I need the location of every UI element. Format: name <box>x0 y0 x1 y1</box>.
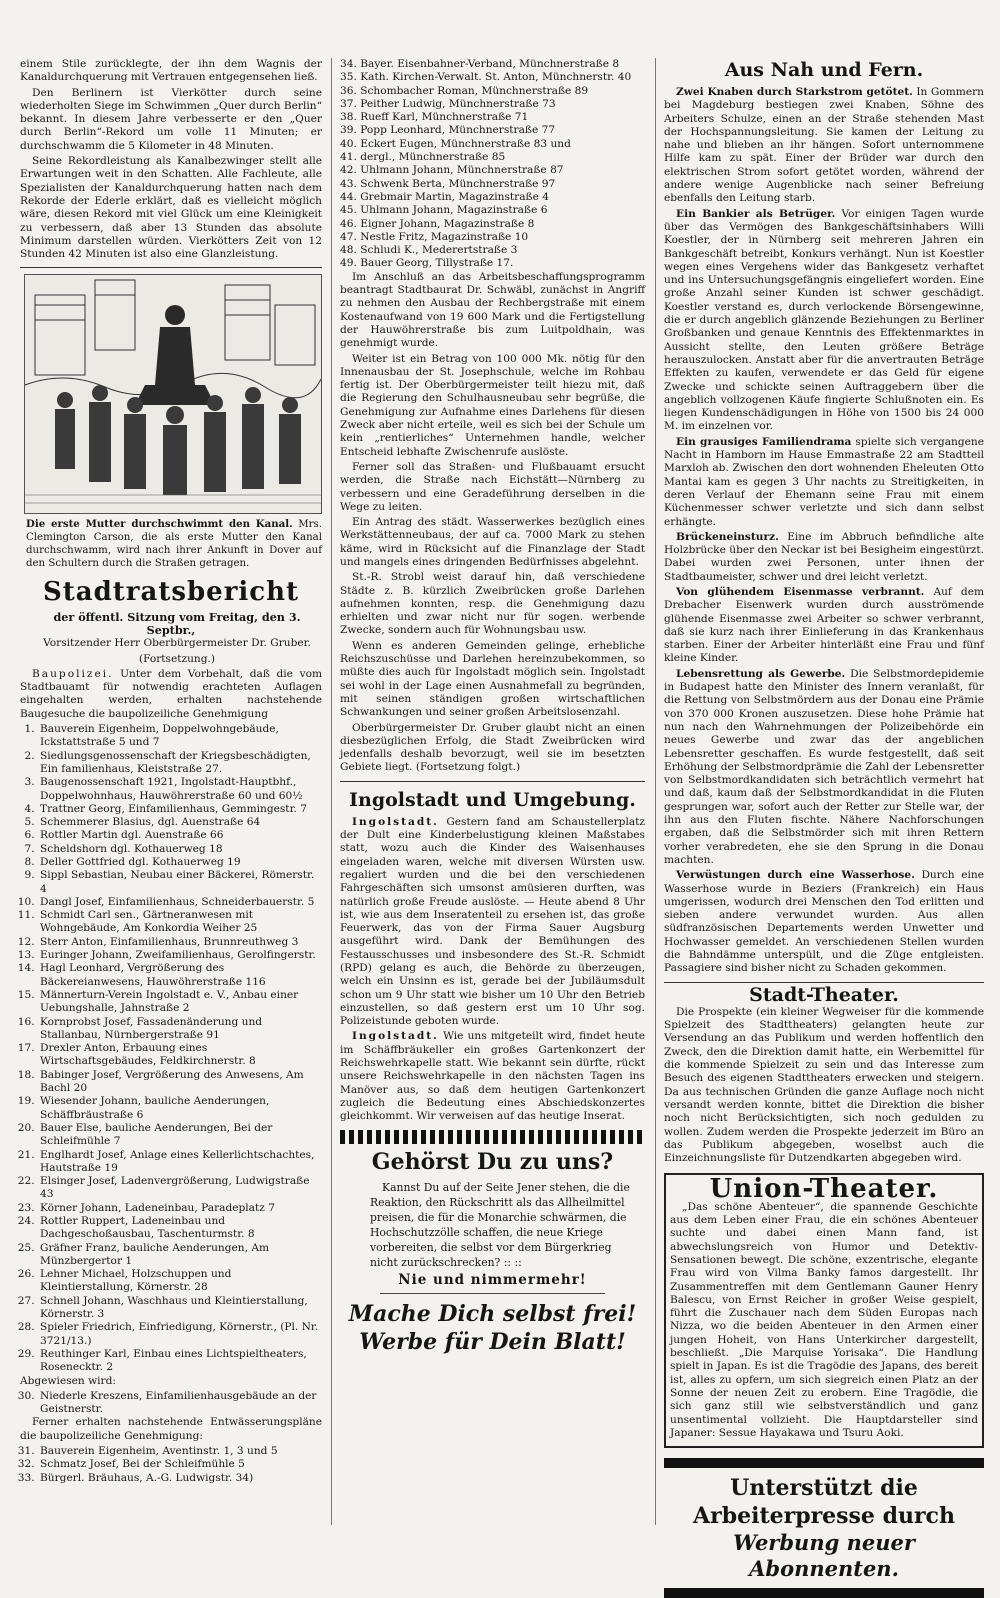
list-item: 40. Eckert Eugen, Münchnerstraße 83 und <box>340 137 571 150</box>
permit-list <box>20 723 322 1375</box>
list-item: 3. Baugenossenschaft 1921, Ingolstadt-Hauptbhf., Doppelwohnhaus, Hauwöhrerstraße 60 und 60½ <box>38 776 322 803</box>
list-item: 23. Körner Johann, Ladeneinbau, Paradeplatz 7 <box>38 1202 322 1215</box>
continuation-note: (Fortsetzung.) <box>138 652 216 665</box>
news-text: Durch eine Wasserhose wurde in Beziers (Frankreich) ein Haus umgerissen, wodurch drei Menschen den Tod erlitten und sieben andere verwundet wurden. Aus allen südfranzösischen Departements werden Unwetter und Hochwasser gemeldet. An verschiedenen Stellen wurden die Bahndämme unterspült, und die Züge entgleisten. Passagiere sind bisher nicht zu Schaden gekommen. <box>664 869 984 975</box>
list-item: 35. Kath. Kirchen-Verwalt. St. Anton, Münchnerstr. 40 <box>340 71 632 84</box>
list-item: 28. Spieler Friedrich, Einfriedigung, Körnerstr., (Pl. Nr. 3721/13.) <box>38 1321 322 1348</box>
news-text: Die Selbstmordepidemie in Budapest hatte den Minister des Innern veranlaßt, für die Rettung von Selbstmördern aus der Donau eine Prämie von 370 000 Kronen auszusetzen. Diese hohe Prämie hat nun nach den Wahrnehmungen der Polizeibehörde ein neues Gewerbe und zwar das der angeblichen Lebensretter geschaffen. Es wurde festgestellt, daß seit Erhöhung der Selbstmordprämie die Zahl der Lebensretter von Selbstmordkandidaten sich beträchtlich vermehrt hat und daß, kaum daß der Selbstmordkandidat in die Fluten gesprungen war, sofort auch der Retter zur Stelle war, der ihn aus den Fluten fischte. Nähere Nachforschungen ergaben, daß die Selbstmörder sich mit ihren Rettern vorher verabredeten, ehe sie den Sprung in die Donau machten. <box>664 667 985 866</box>
news-headline: Verwüstungen durch eine Wasserhose. <box>676 869 915 882</box>
drain-intro: Ferner erhalten nachstehende Entwässerungspläne die baupolizeiliche Genehmigung: <box>20 1416 322 1442</box>
news-headline: Von glühendem Eisenmasse verbrannt. <box>676 585 925 598</box>
news-headline: Zwei Knaben durch Starkstrom getötet. <box>676 86 913 98</box>
separator <box>340 781 645 782</box>
list-item: 44. Grebmair Martin, Magazinstraße 4 <box>340 190 549 203</box>
news-headline: Brückeneinsturz. <box>676 530 779 543</box>
list-item: 26. Lehner Michael, Holzschuppen und Kleintierstallung, Körnerstr. 28 <box>38 1268 322 1295</box>
intro-paragraph <box>20 668 322 721</box>
article-text: Den Berlinern ist Vierkötter durch seine wiederholten Siege im Schwimmen „Quer durch Berlin“ bekannt. In diesem Jahre verbesserte er den „Quer durch Berlin“-Rekord um volle 11 Minuten; er durchschwamm die 5 Kilometer in 48 Minuten. <box>20 86 322 152</box>
news-text: In Gommern bei Magdeburg bestiegen zwei Knaben, Söhne des Arbeiters Schulze, einen an der Straße stehenden Mast der Hochspannungsleitung. Sie kamen der Leitung zu nahe und blieben an ihr hängen. Sofort unternommene Hilfe kam zu spät. Einer der Brüder war durch den elektrischen Strom sofort getötet worden, während der andere wenige Augenblicke nach seiner Befreiung ebenfalls den Leitung starb. <box>664 86 984 205</box>
list-item: 46. Eigner Johann, Magazinstraße 8 <box>340 217 535 230</box>
permit-list-continued <box>340 58 645 271</box>
column-rule <box>655 58 656 1525</box>
list-item: 12. Sterr Anton, Einfamilienhaus, Brunnreuthweg 3 <box>38 936 322 949</box>
news-text: Vor einigen Tagen wurde über das Vermögen des Bankgeschäftsinhabers Willi Koestler, der in Nürnberg seit mehreren Jahren ein Bankgeschäft betreibt, Konkurs verhängt. Nun ist Koestler wegen eines Vergehens wider das Bankgesetz verhaftet und ins Untersuchungsgefängnis eingeliefert worden. Eine große Anzahl seiner Kunden ist schwer geschädigt. Koestler verstand es, durch verlockende Börsengewinne, die er durch angeblich glänzende Beziehungen zu Berliner Großbanken und genaue Kenntnis des Effektenmarktes in Aussicht stellte, den Leuten größere Beträge herauszulocken. Anstatt aber für die anvertrauten Beträge Effekten zu kaufen, verwendete er das Geld für eigene Zwecke und schickte seinen Auftraggebern über die angeblich vollzogenen Käufe fingierte Schlußnoten ein. Es liegen Kundenschädigungen in Höhe von 1500 bis 24 000 M. im einzelnen vor. <box>664 207 984 433</box>
crowd-illustration <box>25 275 321 513</box>
list-item: 38. Rueff Karl, Münchnerstraße 71 <box>340 111 529 124</box>
ad-headline: Mache Dich selbst frei! <box>348 1300 637 1327</box>
list-item: 49. Bauer Georg, Tillystraße 17. <box>340 257 514 270</box>
news-text: Auf dem Drebacher Eisenwerk wurden durch ausströmende glühende Eisenmasse zwei Arbeiter so schwer verbrannt, daß sie kurz nach ihrer Einlieferung in das Krankenhaus starben. Einer der Arbeiter hinterläßt eine Frau und fünf kleine Kinder. <box>664 585 985 665</box>
intro-text: Unter dem Vorbehalt, daß die vom Stadtbauamt für notwendig erachteten Auflagen eingehalten werden, erhalten nachstehende Baugesuche die baupolizeiliche Genehmigung <box>20 667 322 720</box>
list-item: 2. Siedlungsgenossenschaft der Kriegsbeschädigten, Ein familienhaus, Kleiststraße 27. <box>38 750 322 777</box>
list-item: 29. Reuthinger Karl, Einbau eines Lichtspieltheaters, Rosenecktr. 2 <box>38 1348 322 1375</box>
news-item <box>664 586 984 666</box>
list-item: 27. Schnell Johann, Waschhaus und Kleintierstallung, Körnerstr. 3 <box>38 1295 322 1322</box>
article-text: Im Anschluß an das Arbeitsbeschaffungsprogramm beantragt Stadtbaurat Dr. Schwäbl, zunächst in Angriff zu nehmen den Ausbau der Rechbergstraße mit einem Kostenaufwand von 19 600 Mark und die Fertigstellung der Hauwöhrerstraße bis zum Luitpoldhain, was genehmigt wurde. <box>340 270 645 350</box>
local-news <box>340 816 645 1029</box>
article-text: Seine Rekordleistung als Kanalbezwinger stellt alle Erwartungen weit in den Schatten. Alle Fachleute, alle Spezialisten der Kanaldurchquerung hatten nach dem Rekorde der Ederle erklärt, daß es vielleicht möglich wäre, diesen Rekord mit viel Glück um eine Kleinigkeit zu verbessern, daß aber 13 Stunden das absolute Minimum darstellen würden. Vierkötters Zeit von 12 Stunden 42 Minuten ist also eine Glanzleistung. <box>20 155 322 261</box>
section-title-union-theater: Union-Theater. <box>709 1174 939 1205</box>
column-1 <box>20 58 322 1485</box>
list-item: 11. Schmidt Carl sen., Gärtneranwesen mit Wohngebäude, Am Konkordia Weiher 25 <box>38 909 322 936</box>
rejected-label: Abgewiesen wird: <box>20 1374 116 1387</box>
section-title-stadtratsbericht: Stadtratsbericht <box>42 576 300 607</box>
caption-heading: Die erste Mutter durchschwimmt den Kanal. <box>26 518 293 531</box>
dateline: Ingolstadt. <box>352 1030 439 1043</box>
list-item: 47. Nestle Fritz, Magazinstraße 10 <box>340 230 529 243</box>
continuation-note: (Fortsetzung folgt.) <box>415 761 521 774</box>
news-item <box>664 668 984 867</box>
local-news <box>340 1030 645 1123</box>
column-2 <box>340 58 645 1356</box>
theater-text: Die Prospekte (ein kleiner Wegweiser für die kommende Spielzeit des Stadttheaters) gelangten heute zur Versendung an das Publikum und werden hoffentlich den Zweck, den die Direktion damit hatte, ein Werbemittel für die kommende Spielzeit zu sein und das Interesse zum Besuch des eigenen Stadttheaters erwecken und steigern. Da aus technischen Gründen die ganze Auflage noch nicht versandt werden konnte, bittet die Direktion die bisher noch nicht Berücksichtigten, sich noch gedulden zu wollen. Zudem werden die Prospekte jederzeit im Büro an das Publikum abgegeben, woselbst auch die Einzeichnungsliste für Dutzendkarten abgegeben wird. <box>664 1005 984 1165</box>
list-item: 1. Bauverein Eigenheim, Doppelwohngebäude, Ickstattstraße 5 und 7 <box>38 723 322 750</box>
list-item: 24. Rottler Ruppert, Ladeneinbau und Dachgeschoßausbau, Taschenturmstr. 8 <box>38 1215 322 1242</box>
article-text: Wenn es anderen Gemeinden gelinge, erhebliche Reichszuschüsse und Darlehen hereinzubekommen, so müßte dies auch für Ingolstadt möglich sein. Ingolstadt sei wohl in der Lage einen Ausnahmefall zu begründen, mit seinen ständigen großen wirtschaftlichen Schwankungen und seiner großen Arbeitslosenzahl. <box>340 639 645 719</box>
separator <box>20 267 322 268</box>
list-item: 17. Drexler Anton, Erbauung eines Wirtschaftsgebäudes, Feldkirchnerstr. 8 <box>38 1042 322 1069</box>
chair-line: Vorsitzender Herr Oberbürgermeister Dr. Gruber. <box>43 637 311 650</box>
article-text <box>340 722 645 775</box>
list-item: 10. Dangl Josef, Einfamilienhaus, Schneiderbauerstr. 5 <box>38 896 322 909</box>
local-news-text: Wie uns mitgeteilt wird, findet heute im Schäffbräukeller ein großes Gartenkonzert der Reichswehrkapelle statt. Wie bekannt sein dürfte, rückt unsere Reichswehrkapelle in den nächsten Tagen ins Manöver aus, so daß dem heutigen Gartenkonzert zugleich die Bedeutung eines Abschiedskonzertes gleichkommt. Wir verweisen auf das heutige Inserat. <box>340 1030 645 1123</box>
list-item: 31. Bauverein Eigenheim, Aventinstr. 1, 3 und 5 <box>38 1445 322 1458</box>
list-item: 22. Elsinger Josef, Ladenvergrößerung, Ludwigstraße 43 <box>38 1175 322 1202</box>
separator <box>664 982 984 983</box>
ad-line: Unterstützt die Arbeiterpresse durch <box>693 1475 955 1530</box>
article-text: St.-R. Strobl weist darauf hin, daß verschiedene Städte z. B. kürzlich Zweibrücken große Darlehen aufnehmen konnten, resp. die Genehmigung dazu erhielten und zwar nicht nur für sogen. werbende Zwecke, sondern auch für Wohnungsbau usw. <box>340 571 645 637</box>
separator <box>380 1293 605 1294</box>
local-news-text: Gestern fand am Schaustellerplatz der Dult eine Kinderbelustigung kleinen Maßstabes statt, wozu auch die Kinder des Waisenhauses eingeladen waren, welche mit diversen Würsten usw. regaliert wurden und die bei den verschiedenen Fahrgeschäften sich umsonst amüsieren durften, was natürlich große Freude auslöste. — Heute abend 8 Uhr ist, wie aus dem Inseratenteil zu ersehen ist, das große Feuerwerk, das von der Firma Sauer Augsburg ausgeführt wird. Dank der Bemühungen des Festausschusses und insbesondere des St.-R. Schmidt (RPD) gelang es auch, die Behörde zu überzeugen, welch ein Unsinn es ist, gerade bei der Jubiläumsdult schon um 9 Uhr statt wie bisher um 10 Uhr den Betrieb einzustellen, so daß gestern erst um 10 Uhr sog. Polizeistunde geboten wurde. <box>340 815 645 1028</box>
list-item: 45. Uhlmann Johann, Magazinstraße 6 <box>340 204 548 217</box>
dateline: Ingolstadt. <box>352 815 439 828</box>
list-item: 36. Schombacher Roman, Münchnerstraße 89 <box>340 84 589 97</box>
photo-caption <box>20 518 322 570</box>
intro-label: Baupolizei. <box>32 667 114 680</box>
ad-headline: Werbe für Dein Blatt! <box>359 1328 626 1355</box>
news-item <box>664 869 984 975</box>
list-item: 14. Hagl Leonhard, Vergrößerung des Bäckereianwesens, Hauwöhrerstraße 116 <box>38 962 322 989</box>
list-item: 39. Popp Leonhard, Münchnerstraße 77 <box>340 124 556 137</box>
list-item: 19. Wiesender Johann, bauliche Aenderungen, Schäffbräustraße 6 <box>38 1095 322 1122</box>
list-item: 7. Scheldshorn dgl. Kothauerweg 18 <box>38 843 322 856</box>
list-item: 33. Bürgerl. Bräuhaus, A.-G. Ludwigstr. 34) <box>38 1472 322 1485</box>
caption-text: Mrs. Clemington Carson, die als erste Mutter den Kanal durchschwamm, wird nach ihrer Ankunft in Dover auf den Schultern durch die Straßen getragen. <box>26 519 322 569</box>
section-title-stadt-theater: Stadt-Theater. <box>749 983 899 1006</box>
section-title-aus-nah-und-fern: Aus Nah und Fern. <box>724 59 924 81</box>
ad-line: Werbung neuer Abonnenten. <box>733 1530 915 1582</box>
list-item: 41. dergl., Münchnerstraße 85 <box>340 151 506 164</box>
list-item: 37. Peither Ludwig, Münchnerstraße 73 <box>340 97 556 110</box>
article-text: Ferner soll das Straßen- und Flußbauamt ersucht werden, die Straße nach Eichstätt—Nürnberg zu verbessern und eine Geradeführung derselben in die Wege zu leiten. <box>340 460 645 513</box>
list-item: 20. Bauer Else, bauliche Aenderungen, Bei der Schleifmühle 7 <box>38 1122 322 1149</box>
list-item: 16. Kornprobst Josef, Fassadenänderung und Stallanbau, Nürnbergerstraße 91 <box>38 1016 322 1043</box>
ad-body: Kannst Du auf der Seite Jener stehen, die die Reaktion, den Rückschritt als das Allheilmittel preisen, die für die Monarchie schwärmen, die Hochschutzzölle schaffen, die neue Kriege vorbereiten, die selbst vor dem Bürgerkrieg nicht zurückschrecken? :: :: <box>370 1180 630 1269</box>
list-item: 9. Sippl Sebastian, Neubau einer Bäckerei, Römerstr. 4 <box>38 869 322 896</box>
list-item: 42. Uhlmann Johann, Münchnerstraße 87 <box>340 164 564 177</box>
subtitle: der öffentl. Sitzung vom Freitag, den 3. Septbr., <box>53 609 301 637</box>
article-text: Ein Antrag des städt. Wasserwerkes bezüglich eines Werkstättenneubaus, der auf ca. 7000 Mark zu stehen käme, wird in Rücksicht auf die Finanzlage der Stadt und mangels eines dringenden Bedürfnisses abgelehnt. <box>340 516 645 568</box>
list-item: 34. Bayer. Eisenbahner-Verband, Münchnerstraße 8 <box>340 58 620 70</box>
news-item <box>664 208 984 434</box>
news-text: Eine im Abbruch befindliche alte Holzbrücke über den Neckar ist bei Besigheim eingestürzt. Dabei wurden zwei Personen, unter ihnen der Stadtbaumeister, schwer und drei leicht verletzt. <box>664 530 984 583</box>
list-item: 13. Euringer Johann, Zweifamilienhaus, Gerolfingerstr. <box>38 949 322 962</box>
theater-text: „Das schöne Abenteuer“, die spannende Geschichte aus dem Leben einer Frau, die ein schönes Abenteuer suchte und dabei einen Mann fand, ist abwechslungsreich von Humor und Detektiv-Sensationen bewegt. Die schöne, exzentrische, elegante Frau wird von Vilma Banky famos dargestellt. Ihr Zusammentreffen mit dem Gentlemann Gauner Henry Balescu, von Ernst Reicher in großer Weise gespielt, führt die Zuschauer nach dem Süden Europas nach Nizza, wo die beiden Abenteuer in den Armen einer jungen Hoheit, von Hans Unterkircher dargestellt, beschließt. „Die Marquise Yorisaka“. Die Handlung spielt in Japan. Es ist die Tragödie des Japans, des bereit ist, alles zu opfern, um sich siegreich einen Platz an der Sonne der neuen Zeit zu erobern. Eine Tragödie, die sich ganz still wie selbstverständlich und ganz unsentimental vollzieht. Die Hauptdarsteller sind Japaner: Sessue Hayakawa und Tsuru Aoki. <box>670 1200 978 1439</box>
list-item: 18. Babinger Josef, Vergrößerung des Anwesens, Am Bachl 20 <box>38 1069 322 1096</box>
ad-slogan: Nie und nimmermehr! <box>398 1271 587 1288</box>
article-text: einem Stile zurücklegte, der ihn dem Wagnis der Kanaldurchquerung mit Vertrauen entgegensehen ließ. <box>20 58 322 84</box>
news-headline: Ein grausiges Familiendrama <box>676 435 852 448</box>
rejected-list <box>20 1390 322 1417</box>
list-item: 6. Rottler Martin dgl. Auenstraße 66 <box>38 829 322 842</box>
list-item: 15. Männerturn-Verein Ingolstadt e. V., Anbau einer Uebungshalle, Jahnstraße 2 <box>38 989 322 1016</box>
list-item: 8. Deller Gottfried dgl. Kothauerweg 19 <box>38 856 322 869</box>
drain-list <box>20 1445 322 1485</box>
photo-illustration <box>24 274 322 514</box>
article-text-body: Oberbürgermeister Dr. Gruber glaubt nicht an einen diesbezüglichen Erfolg, die Stadt Zweibrücken wird jedenfalls deshalb bevorzugt, weil sie im besetzten Gebiete liegt. <box>340 721 645 774</box>
ornament-border <box>340 1130 645 1144</box>
list-item: 21. Englhardt Josef, Anlage eines Kellerlichtschachtes, Hautstraße 19 <box>38 1149 322 1176</box>
list-item: 30. Niederle Kreszens, Einfamilienhausgebäude an der Geistnerstr. <box>38 1390 322 1417</box>
list-item: 4. Trattner Georg, Einfamilienhaus, Gemmingestr. 7 <box>38 803 322 816</box>
column-3 <box>664 58 984 1598</box>
ad-title: Gehörst Du zu uns? <box>371 1148 614 1175</box>
section-title-ingolstadt: Ingolstadt und Umgebung. <box>349 788 636 811</box>
news-headline: Ein Bankier als Betrüger. <box>676 207 836 220</box>
news-item <box>664 436 984 529</box>
news-text: spielte sich vergangene Nacht in Hamborn im Hause Emmastraße 22 am Stadtteil Marxloh ab. Zwischen den dort wohnenden Eheleuten Otto Mantai kam es gegen 3 Uhr nachts zu Streitigkeiten, in deren Verlauf der Ehemann seine Frau mit einem Küchenmesser schwer verletzte und sich dann selbst erhängte. <box>664 435 984 528</box>
list-item: 43. Schwenk Berta, Münchnerstraße 97 <box>340 177 556 190</box>
news-item <box>664 86 984 206</box>
advertisement-arbeiterpresse <box>664 1458 984 1598</box>
list-item: 48. Schludi K., Mederertstraße 3 <box>340 244 518 257</box>
news-headline: Lebensrettung als Gewerbe. <box>676 667 846 680</box>
list-item: 5. Schemmerer Blasius, dgl. Auenstraße 64 <box>38 816 322 829</box>
list-item: 32. Schmatz Josef, Bei der Schleifmühle 5 <box>38 1458 322 1471</box>
list-item: 25. Gräfner Franz, bauliche Aenderungen, Am Münzbergertor 1 <box>38 1242 322 1269</box>
news-item <box>664 531 984 584</box>
column-rule <box>331 58 332 1525</box>
advertisement-gehoerst-du <box>340 1130 645 1356</box>
article-text: Weiter ist ein Betrag von 100 000 Mk. nötig für den Innenausbau der St. Josephschule, welche im Rohbau fertig ist. Der Oberbürgermeister teilt hiezu mit, daß die Regierung den Schulhausneubau sehr begrüße, die Genehmigung zur Aufnahme eines Darlehens für diesen Zweck aber nicht erteile, weil es sich bei der Schule um kein „rentierliches“ Unternehmen handle, welcher Entscheid lebhafte Zwischenrufe auslöste. <box>340 352 645 458</box>
union-theater-box <box>664 1173 984 1448</box>
